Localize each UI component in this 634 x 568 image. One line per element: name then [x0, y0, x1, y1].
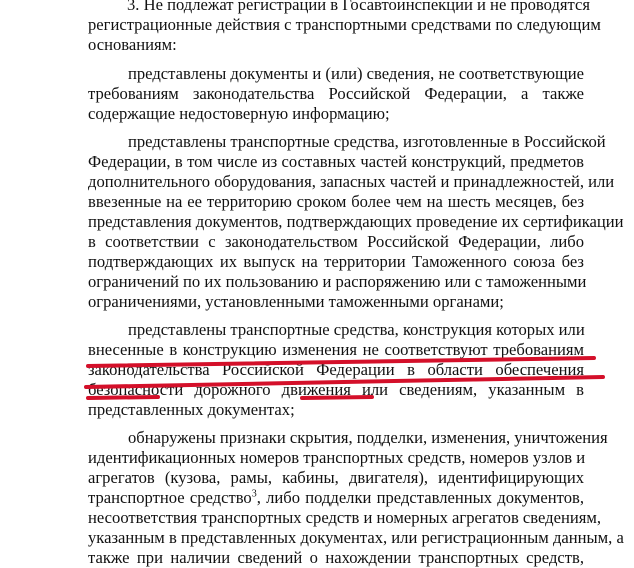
text-line: требованиям законодательства Российской Федерации, а также [88, 84, 584, 103]
text-line: основаниям: [88, 35, 177, 54]
text-line: 3. Не подлежат регистрации в Госавтоинспекции и не проводятся [127, 0, 590, 14]
text-line: подтверждающих их выпуск на территории Таможенного союза без [88, 252, 584, 271]
text-line: указанным в представленных документах, или регистрационным данным, а [88, 528, 624, 547]
text-line: представлены транспортные средства, изготовленные в Российской [128, 132, 606, 151]
text-line: внесенные в конструкцию изменения не соответствуют требованиям [88, 340, 584, 359]
text-line: в соответствии с законодательством Российской Федерации, либо [88, 232, 584, 251]
text-line: безопасности дорожного движения или сведениям, указанным в [88, 380, 584, 399]
text-line: агрегатов (кузова, рамы, кабины, двигателя), идентифицирующих [88, 468, 584, 487]
text-line: ввезенные на ее территорию сроком более чем на шесть месяцев, без [88, 192, 584, 211]
footnote-reference: 3 [251, 488, 257, 500]
text-line: представлены транспортные средства, конструкция которых или [128, 320, 585, 339]
text-fragment: транспортное средство [88, 488, 252, 507]
text-line: ограничениями, установленными таможенными органами; [88, 292, 504, 311]
text-line: представленных документах; [88, 400, 295, 419]
text-line: ограничений по их пользованию и распоряжению или с таможенными [88, 272, 587, 291]
text-line: содержащие недостоверную информацию; [88, 104, 390, 123]
text-line: представления документов, подтверждающих проведение их сертификации [88, 212, 624, 231]
text-line: обнаружены признаки скрытия, подделки, изменения, уничтожения [128, 428, 608, 447]
text-line [88, 488, 584, 508]
text-line: Федерации, в том числе из составных частей конструкций, предметов [88, 152, 584, 171]
text-line: регистрационные действия с транспортными средствами по следующим [88, 15, 601, 34]
text-line: идентификационных номеров транспортных средств, номеров узлов и [88, 448, 586, 467]
text-fragment: , либо подделки представленных документов, [256, 488, 584, 507]
text-line: законодательства Российской Федерации в области обеспечения [88, 360, 584, 379]
text-line: представлены документы и (или) сведения, не соответствующие [128, 64, 584, 83]
text-line: несоответствия транспортных средств и номерных агрегатов сведениям, [88, 508, 602, 527]
text-line: дополнительного оборудования, запасных частей и принадлежностей, или [88, 172, 615, 191]
text-line: также при наличии сведений о нахождении транспортных средств, [88, 548, 584, 567]
